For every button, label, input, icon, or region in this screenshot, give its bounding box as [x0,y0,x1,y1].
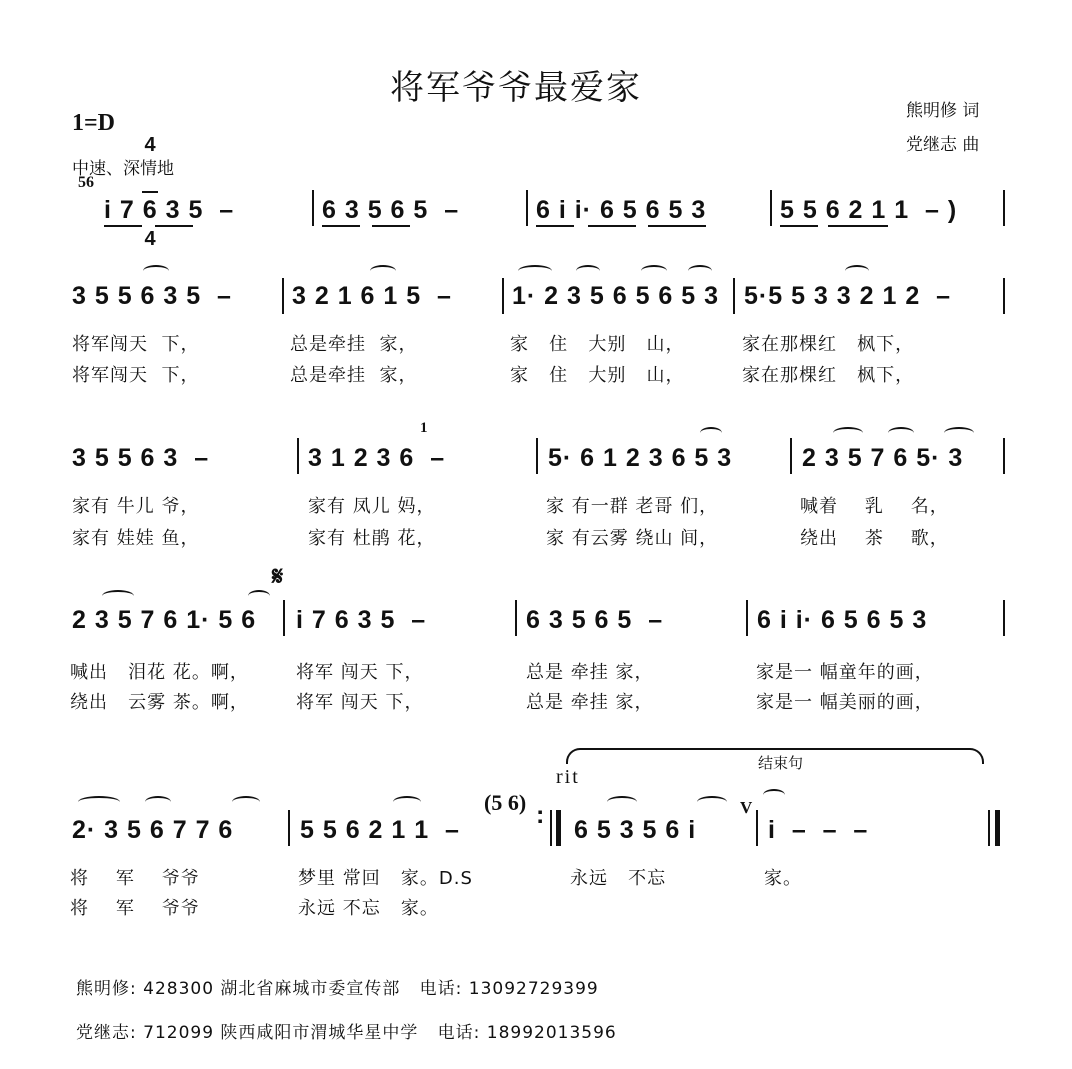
barline [536,438,538,474]
lyric-verse1: 家 住 大别 山， [510,334,685,355]
barline [526,190,528,226]
barline [1003,190,1005,226]
lyric-verse1: 将 军 爷爷 [70,868,200,889]
composer-credit: 党继志 曲 [906,135,980,155]
slur [845,265,869,277]
measure: 5·5 5 3 3 2 1 2 – [744,282,952,310]
time-denominator: 4 [144,228,156,250]
segno-sign: 𝄋 [272,562,284,592]
measure: 3 2 1 6 1 5 – [292,282,452,310]
lyric-verse2: 家有 杜鹃 花， [308,528,436,549]
lyric-verse1: 家是一 幅童年的画， [756,662,934,683]
lyric-verse2: 绕出 茶 歌， [800,528,949,549]
underline [588,225,636,227]
lyric-verse2: 家在那棵红 枫下， [742,365,915,386]
time-signature [142,100,158,266]
lyric-verse1: 将军 闯天 下， [296,662,424,683]
lyricist-contact: 熊明修: 428300 湖北省麻城市委宣传部 电话: 13092729399 [76,979,599,999]
lyric-verse2: 将 军 爷爷 [70,898,200,919]
lyric-verse2: 总是 牵挂 家， [526,692,654,713]
barline [312,190,314,226]
slur [143,265,169,277]
lyric-verse2: 绕出 云雾 茶。啊， [70,692,249,713]
grace-notes: 56 [78,174,94,191]
barline-repeat-thick [556,810,561,846]
lyric-verse1: 总是 牵挂 家， [526,662,654,683]
barline [515,600,517,636]
lyric-verse2: 将军闯天 下， [72,365,200,386]
ending-label: 结束句 [758,754,804,772]
barline [288,810,290,846]
measure: 6 5 3 5 6 i [574,816,697,844]
underline [536,225,574,227]
ritardando-marking: rit [556,766,580,788]
measure: i – – – [768,816,869,844]
lyric-verse2: 将军 闯天 下， [296,692,424,713]
underline [372,225,410,227]
slur [102,590,134,602]
lyric-verse1: 家有 凤儿 妈， [308,496,436,517]
measure: 3 1 2 3 6 – [308,444,446,472]
barline [502,278,504,314]
slur [248,590,270,602]
slur [145,796,171,808]
measure: 6 3 5 6 5 – [526,606,664,634]
measure: 5 5 6 2 1 1 – ) [780,196,958,224]
measure: 3 5 5 6 3 5 – [72,282,232,310]
slur [370,265,396,277]
slur [700,427,722,439]
barline [1003,278,1005,314]
lyric-verse1: 永远 不忘 [570,868,667,889]
lyric-verse2: 总是牵挂 家， [290,365,418,386]
lyric-verse2: 家 有云雾 绕山 间， [546,528,719,549]
barline-repeat [550,810,552,846]
slur [697,796,727,808]
measure: 6 i i· 6 5 6 5 3 [757,606,928,634]
measure: 6 3 5 6 5 – [322,196,460,224]
lyric-verse2: 永远 不忘 家。 [298,898,439,919]
measure: 6 i i· 6 5 6 5 3 [536,196,707,224]
repeat-dots: : [536,801,546,829]
lyric-verse1: 家有 牛儿 爷， [72,496,200,517]
underline [155,225,193,227]
lyric-verse1: 喊着 乳 名， [800,496,949,517]
lyric-verse1: 喊出 泪花 花。啊， [70,662,249,683]
barline [756,810,758,846]
grace-note: 1 [420,420,428,436]
barline [1003,600,1005,636]
measure: i 7 6 3 5 – [104,196,235,224]
measure: 3 5 5 6 3 – [72,444,210,472]
slur [232,796,260,808]
breath-mark: V [740,798,753,817]
slur [944,427,974,439]
barline-final [988,810,990,846]
slur [393,796,421,808]
measure: 2 3 5 7 6 5· 3 [802,444,964,472]
slur [576,265,600,277]
measure: 2 3 5 7 6 1· 5 6 [72,606,257,634]
underline [104,225,142,227]
slur [833,427,863,439]
fermata-icon [763,789,785,801]
barline [282,278,284,314]
barline [1003,438,1005,474]
barline [733,278,735,314]
slur [688,265,712,277]
measure: 1· 2 3 5 6 5 6 5 3 [512,282,720,310]
measure: 5· 6 1 2 3 6 5 3 [548,444,733,472]
underline [780,225,818,227]
tempo-marking: 中速、深情地 [72,159,174,179]
barline [283,600,285,636]
underline [648,225,706,227]
lyric-verse1: 梦里 常回 家。D.S [298,868,473,889]
fraction-bar [142,191,158,193]
composer-contact: 党继志: 712099 陕西咸阳市渭城华星中学 电话: 18992013596 [76,1023,617,1043]
lyric-verse1: 家在那棵红 枫下， [742,334,915,355]
barline-final-thick [995,810,1000,846]
lyric-verse2: 家是一 幅美丽的画， [756,692,934,713]
slur [607,796,637,808]
time-numerator: 4 [144,134,156,156]
slur [641,265,667,277]
barline [790,438,792,474]
key-signature: 1=D [72,110,116,136]
measure: 2· 3 5 6 7 7 6 [72,816,234,844]
lyric-verse1: 将军闯天 下， [72,334,200,355]
song-title: 将军爷爷最爱家 [390,68,642,108]
slur [518,265,552,277]
pickup-notes: (5 6) [484,790,527,815]
lyric-verse2: 家有 娃娃 鱼， [72,528,200,549]
lyric-verse1: 总是牵挂 家， [290,334,418,355]
lyric-verse1: 家 有一群 老哥 们， [546,496,719,517]
underline [322,225,360,227]
measure: i 7 6 3 5 – [296,606,427,634]
measure: 5 5 6 2 1 1 – [300,816,460,844]
barline [770,190,772,226]
slur [78,796,120,808]
slur [888,427,914,439]
lyric-verse2: 家 住 大别 山， [510,365,685,386]
lyricist-credit: 熊明修 词 [906,101,980,121]
barline [746,600,748,636]
lyric-verse1: 家。 [764,868,802,889]
underline [828,225,888,227]
barline [297,438,299,474]
